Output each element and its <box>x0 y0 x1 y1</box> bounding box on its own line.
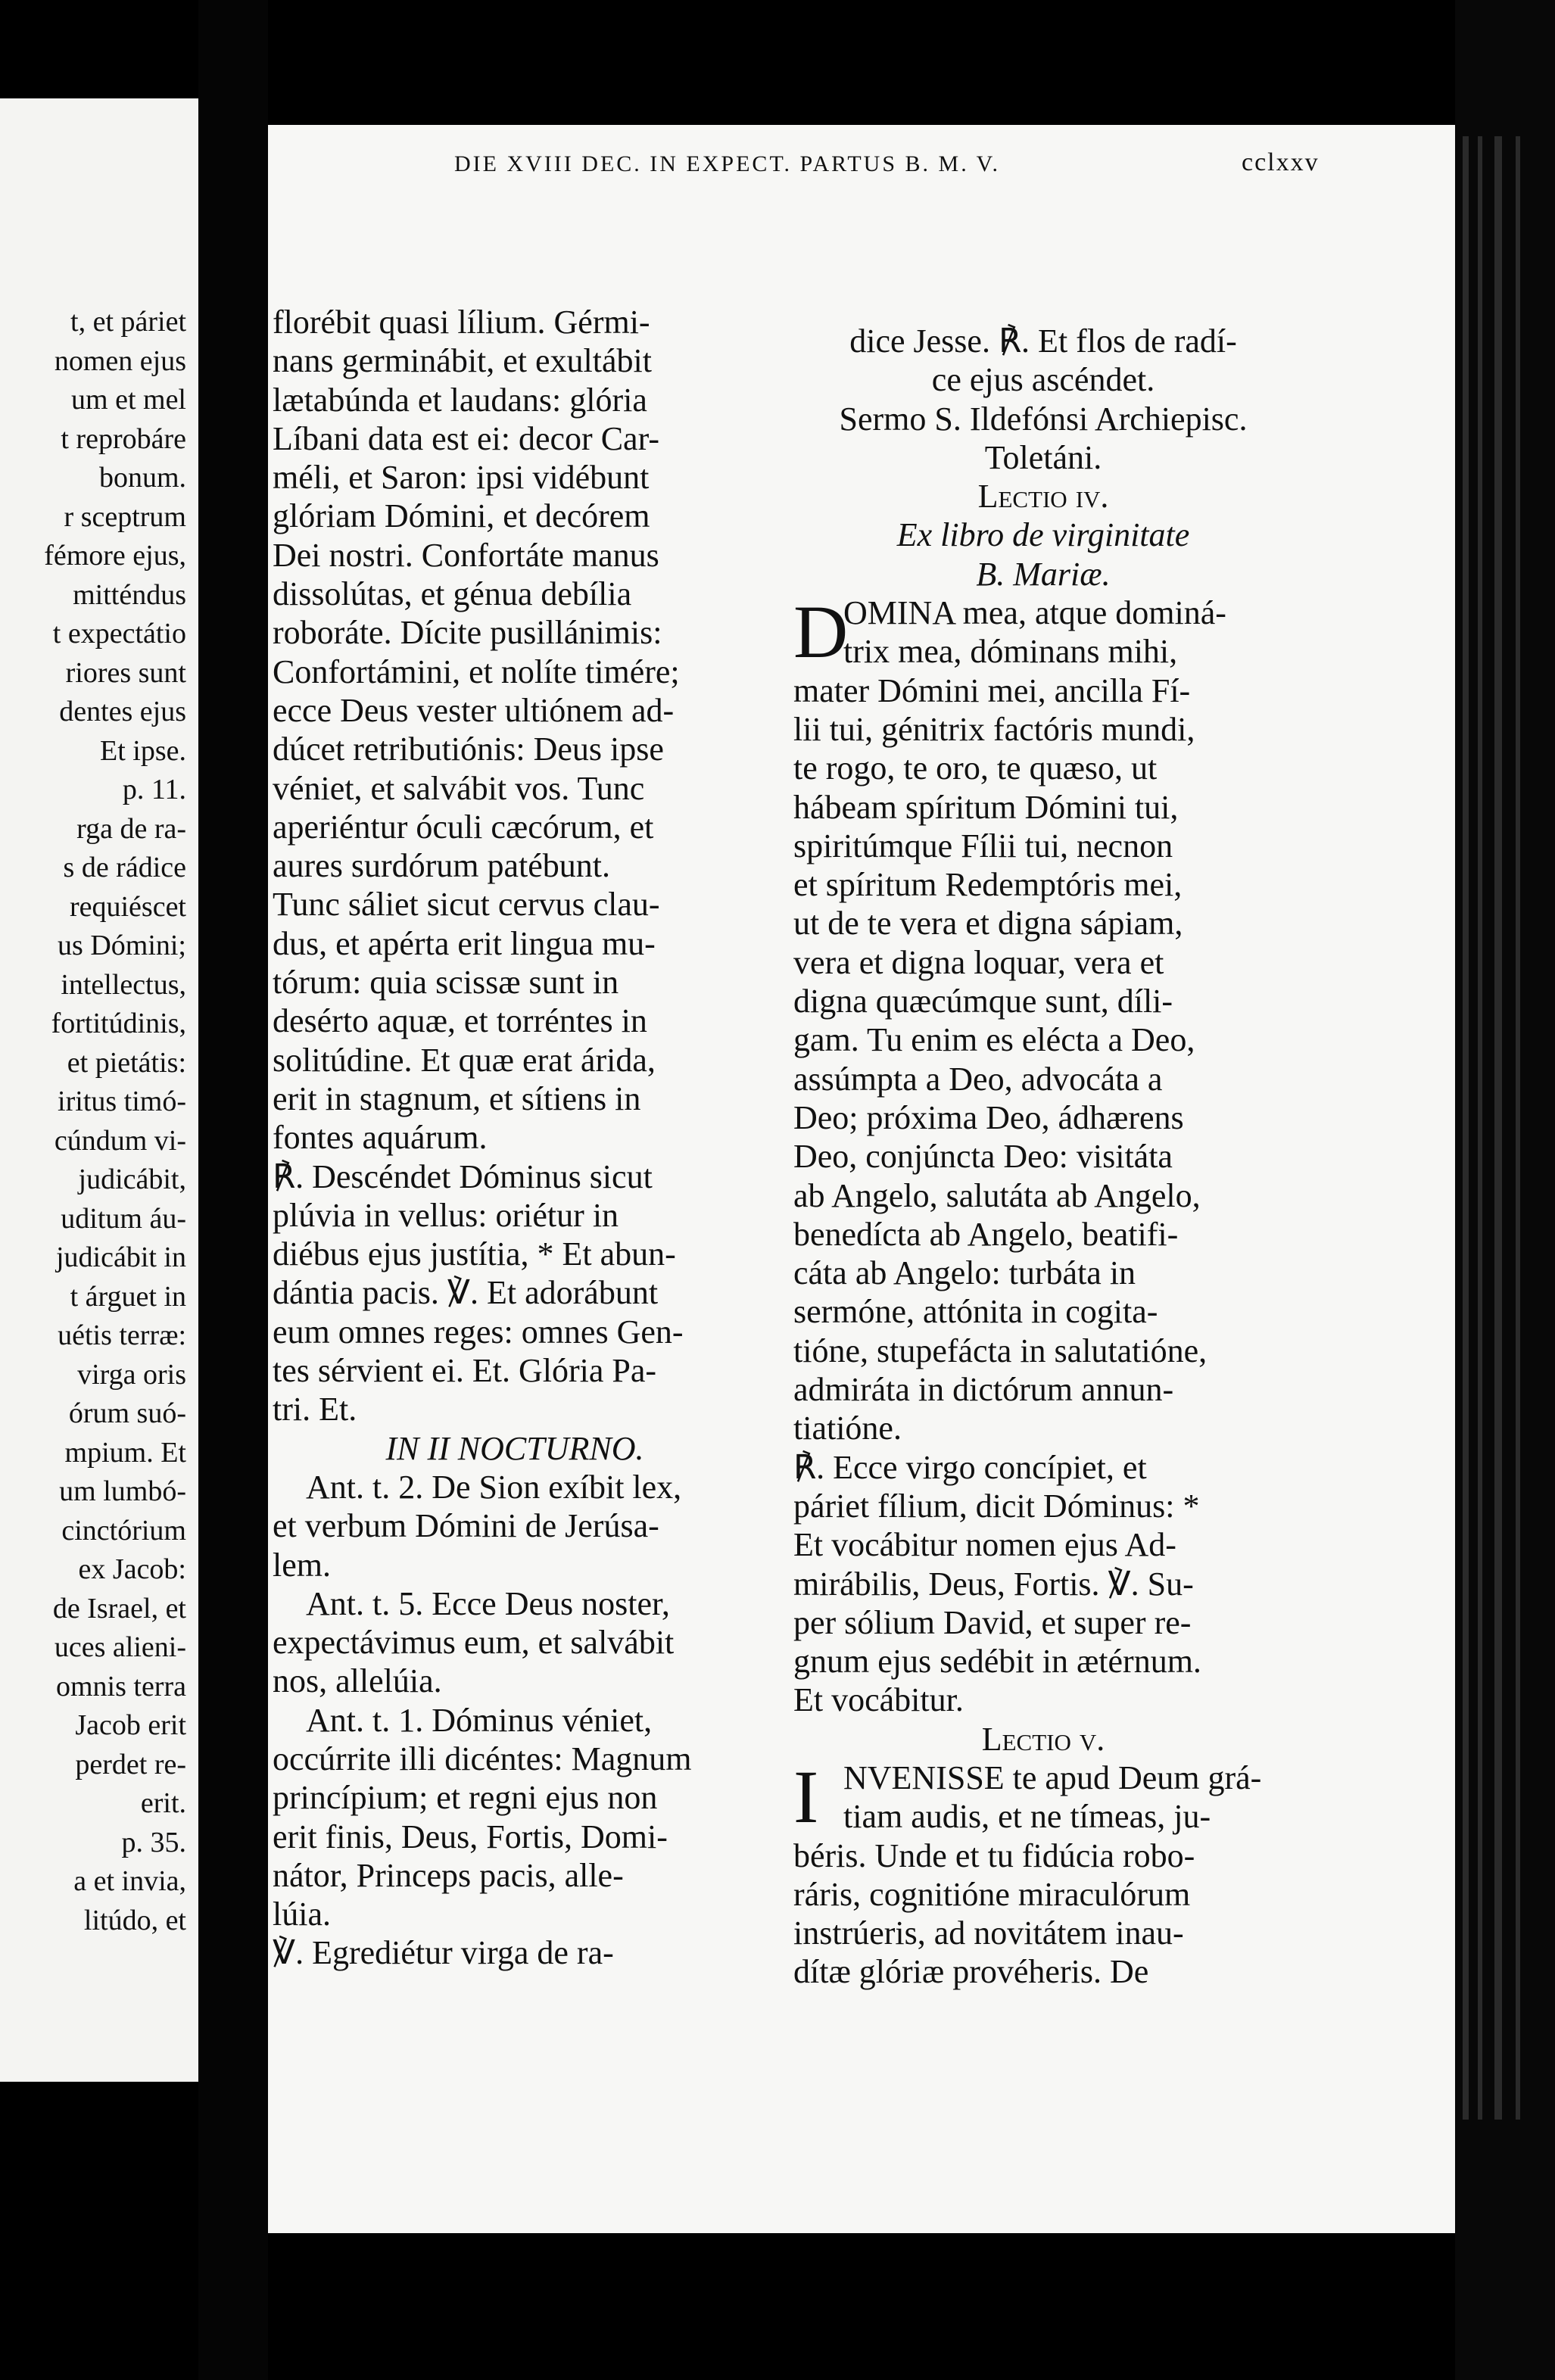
text-line: per sólium David, et super re- <box>793 1603 1192 1641</box>
text-line: cinctórium <box>61 1514 186 1547</box>
text-line: lúia. <box>273 1896 331 1933</box>
drop-capital: I <box>793 1754 819 1839</box>
left-column <box>273 303 757 1973</box>
text-line: dántia pacis. ℣. Et adorábunt <box>273 1274 659 1312</box>
text-line: admiráta in dictórum annun- <box>793 1371 1174 1409</box>
text-line: Ant. t. 5. Ecce Deus noster, <box>306 1584 670 1622</box>
text-line: et spíritum Redemptóris mei, <box>793 866 1183 904</box>
text-line: erit. <box>140 1787 186 1819</box>
text-line: fortitúdinis, <box>51 1008 186 1039</box>
text-line: Tunc sáliet sicut cervus clau- <box>273 886 660 924</box>
text-line: instrúeris, ad novitátem inau- <box>793 1914 1184 1952</box>
text-line: NVENISSE te apud Deum grá- <box>843 1759 1262 1796</box>
text-line: Et vocábitur. <box>793 1681 964 1719</box>
text-line: uditum áu- <box>61 1202 186 1235</box>
text-line: lætabúnda et laudans: glória <box>273 381 647 419</box>
text-line: s de rádice <box>63 852 186 883</box>
text-line: B. Mariæ. <box>976 555 1111 593</box>
text-line: Deo, conjúncta Deo: visitáta <box>793 1138 1173 1176</box>
text-line: Ex libro de virginitate <box>896 516 1190 554</box>
text-line: omnis terra <box>55 1670 186 1702</box>
text-line: trix mea, dóminans mihi, <box>843 633 1178 671</box>
text-line: mpium. Et <box>64 1436 186 1469</box>
text-line: mitténdus <box>73 578 186 611</box>
text-line: te rogo, te oro, te quæso, ut <box>793 749 1158 787</box>
text-line: p. 35. <box>121 1826 186 1858</box>
text-line: Et ipse. <box>100 734 186 767</box>
text-line: princípium; et regni ejus non <box>273 1779 658 1817</box>
drop-capital: D <box>793 590 849 674</box>
text-line: eum omnes reges: omnes Gen- <box>273 1313 684 1350</box>
text-line: Líbani data est ei: decor Car- <box>273 419 660 457</box>
text-line: bonum. <box>98 462 186 494</box>
text-line: expectávimus eum, et salvábit <box>273 1624 675 1662</box>
text-line: a et invia, <box>73 1865 186 1897</box>
text-line: Sermo S. Ildefónsi Archiepisc. <box>839 400 1248 438</box>
text-line: r sceptrum <box>64 500 186 533</box>
text-line: sermóne, attónita in cogita- <box>793 1293 1158 1331</box>
text-line: ex Jacob: <box>78 1553 186 1585</box>
text-line: fémore ejus, <box>44 540 186 572</box>
text-line: uétis terræ: <box>58 1319 186 1351</box>
lectio-iv-text <box>793 590 1293 1720</box>
text-line: páriet fílium, dicit Dóminus: * <box>793 1487 1200 1525</box>
previous-page-text <box>44 303 186 1940</box>
text-line: tri. Et. <box>273 1391 357 1428</box>
text-line: erit in stagnum, et sítiens in <box>273 1079 641 1117</box>
text-line: ut de te vera et digna sápiam, <box>793 905 1183 942</box>
text-line: méli, et Saron: ipsi vidébunt <box>273 459 650 497</box>
text-line: dentes ejus <box>59 696 186 727</box>
text-line: Toletáni. <box>984 438 1102 476</box>
text-line: assúmpta a Deo, advocáta a <box>793 1060 1163 1098</box>
text-line: cúndum vi- <box>54 1124 186 1157</box>
text-line: p. 11. <box>122 774 186 805</box>
text-line: et pietátis: <box>67 1046 186 1079</box>
text-line: ℟. Descéndet Dóminus sicut <box>273 1157 653 1195</box>
text-line: ráris, cognitióne miraculórum <box>793 1875 1191 1913</box>
text-line: véniet, et salvábit vos. Tunc <box>273 769 645 807</box>
text-line: spiritúmque Fílii tui, necnon <box>793 827 1173 864</box>
text-line: mirábilis, Deus, Fortis. ℣. Su- <box>793 1565 1194 1603</box>
text-line: IN II NOCTURNO. <box>385 1429 644 1467</box>
text-line: um lumbó- <box>59 1475 186 1507</box>
text-line: nos, allelúia. <box>273 1662 442 1700</box>
text-line: béris. Unde et tu fidúcia robo- <box>793 1836 1195 1874</box>
text-line: t, et páriet <box>70 306 186 338</box>
text-line: gam. Tu enim es elécta a Deo, <box>793 1021 1195 1059</box>
lectio-v-text <box>793 1754 1293 1992</box>
page-number: cclxxv <box>1242 148 1320 176</box>
text-line: t árguet in <box>70 1280 186 1313</box>
text-line: tiatióne. <box>793 1410 902 1447</box>
text-line: us Dómini; <box>58 930 186 961</box>
book-gutter <box>198 0 268 2380</box>
text-line: ab Angelo, salutáta ab Angelo, <box>793 1176 1201 1214</box>
text-line: Ant. t. 2. De Sion exíbit lex, <box>306 1468 682 1506</box>
text-line: t reprobáre <box>61 422 186 455</box>
text-line: judicábit in <box>55 1241 186 1273</box>
text-line: perdet re- <box>75 1748 186 1780</box>
text-line: dúcet retributiónis: Deus ipse <box>273 731 664 768</box>
text-line: glóriam Dómini, et decórem <box>273 497 650 535</box>
text-line: dice Jesse. ℟. Et flos de radí- <box>849 322 1237 360</box>
text-line: ℟. Ecce virgo concípiet, et <box>793 1448 1147 1486</box>
text-line: tiam audis, et ne tímeas, ju- <box>843 1798 1211 1836</box>
text-line: nans germinábit, et exultábit <box>273 342 652 380</box>
text-line: plúvia in vellus: oriétur in <box>273 1196 619 1234</box>
text-line: occúrrite illi dicéntes: Magnum <box>273 1740 692 1777</box>
text-line: digna quæcúmque sunt, díli- <box>793 983 1173 1020</box>
text-line: ce ejus ascéndet. <box>931 361 1155 399</box>
text-line: gnum ejus sedébit in ætérnum. <box>793 1643 1201 1681</box>
text-line: de Israel, et <box>52 1592 186 1625</box>
text-line: dítæ glóriæ provéheris. De <box>793 1953 1149 1991</box>
text-line: diébus ejus justítia, * Et abun- <box>273 1235 676 1273</box>
previous-page-fragment <box>0 98 198 2082</box>
text-line: dissolútas, et génua debília <box>273 575 632 613</box>
text-line: ℣. Egrediétur virga de ra- <box>273 1934 614 1972</box>
text-line: Ant. t. 1. Dóminus véniet, <box>306 1701 653 1739</box>
text-line: lii tui, génitrix factóris mundi, <box>793 710 1195 748</box>
text-line: uces alieni- <box>54 1631 186 1663</box>
text-line: vera et digna loquar, vera et <box>793 943 1164 981</box>
text-line: desérto aquæ, et torréntes in <box>273 1002 647 1040</box>
text-line: requiéscet <box>69 890 186 923</box>
text-line: dus, et apérta erit lingua mu- <box>273 924 656 962</box>
text-line: et verbum Dómini de Jerúsa- <box>273 1507 659 1545</box>
text-line: judicábit, <box>78 1164 186 1195</box>
text-line: Jacob erit <box>75 1709 186 1741</box>
text-line: OMINA mea, atque dominá- <box>843 594 1226 632</box>
text-line: nátor, Princeps pacis, alle- <box>273 1856 624 1894</box>
text-line: litúdo, et <box>83 1904 186 1936</box>
text-line: aperiéntur óculi cæcórum, et <box>273 808 654 846</box>
text-line: rga de ra- <box>76 812 186 845</box>
text-line: tórum: quia scissæ sunt in <box>273 964 619 1002</box>
text-line: cáta ab Angelo: turbáta in <box>793 1254 1136 1292</box>
text-line: lem. <box>273 1546 331 1584</box>
text-line: aures surdórum patébunt. <box>273 847 610 885</box>
lectio-v-heading: Lectio v. <box>981 1720 1105 1758</box>
text-line: iritus timó- <box>58 1086 186 1117</box>
text-line: um et mel <box>71 384 186 416</box>
text-line: fontes aquárum. <box>273 1119 488 1157</box>
page-edge <box>1455 0 1555 2380</box>
running-header: DIE XVIII DEC. IN EXPECT. PARTUS B. M. V. <box>454 151 1000 176</box>
text-line: nomen ejus <box>54 344 186 377</box>
text-line: ecce Deus vester ultiónem ad- <box>273 691 675 729</box>
text-line: mater Dómini mei, ancilla Fí- <box>793 671 1191 709</box>
text-line: Et vocábitur nomen ejus Ad- <box>793 1526 1176 1564</box>
text-line: erit finis, Deus, Fortis, Domi- <box>273 1818 668 1855</box>
text-line: Confortámini, et nolíte timére; <box>273 653 680 690</box>
text-line: florébit quasi lílium. Gérmi- <box>273 304 650 341</box>
text-line: Dei nostri. Confortáte manus <box>273 536 659 574</box>
right-column <box>793 322 1293 1992</box>
text-line: t expectátio <box>52 618 186 650</box>
lectio-iv-heading: Lectio iv. <box>977 478 1109 516</box>
text-line: solitúdine. Et quæ erat árida, <box>273 1041 656 1079</box>
text-line: tes sérvient ei. Et. Glória Pa- <box>273 1352 657 1390</box>
text-line: roboráte. Dícite pusillánimis: <box>273 614 662 652</box>
text-line: riores sunt <box>65 656 186 689</box>
text-line: tióne, stupefácta in salutatióne, <box>793 1332 1208 1369</box>
text-line: órum suó- <box>68 1397 186 1429</box>
text-line: intellectus, <box>61 968 186 1001</box>
text-line: benedícta ab Angelo, beatifi- <box>793 1215 1179 1253</box>
text-line: Deo; próxima Deo, ádhærens <box>793 1098 1184 1136</box>
text-line: hábeam spíritum Dómini tui, <box>793 788 1179 826</box>
text-line: virga oris <box>77 1358 186 1391</box>
